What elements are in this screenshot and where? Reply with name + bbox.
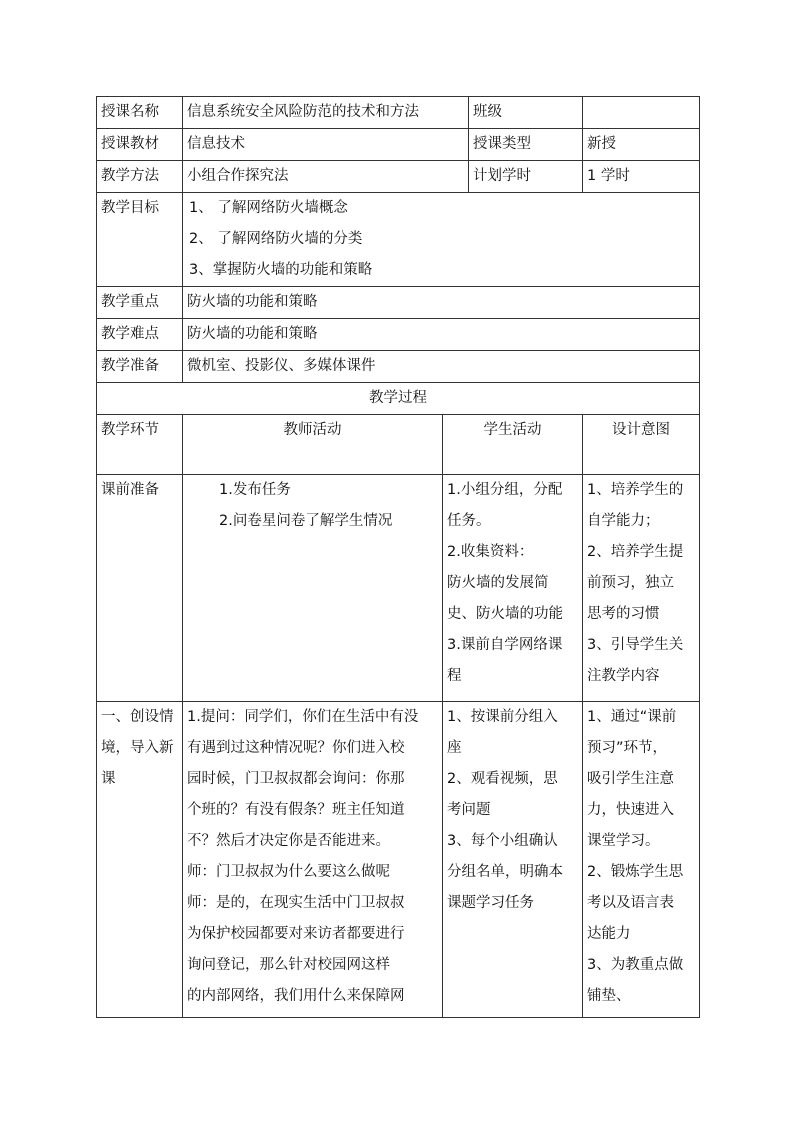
intent-line: 前预习，独立 <box>587 575 674 591</box>
teacher-line: 1.发布任务 <box>219 482 291 498</box>
intent-line: 力，快速进入 <box>587 802 674 818</box>
textbook-label: 授课教材 <box>97 129 183 161</box>
teacher-line: 师：是的，在现实生活中门卫叔叔 <box>187 895 405 911</box>
student-line: 1.小组分组，分配 <box>447 482 563 498</box>
student-line: 程 <box>447 668 462 684</box>
process-row-intro <box>97 702 700 1018</box>
header-stage: 教学环节 <box>97 415 183 475</box>
intent-line: 1、培养学生的 <box>587 482 684 498</box>
student-line: 3.课前自学网络课 <box>447 637 563 653</box>
student-line: 3、每个小组确认 <box>447 833 558 849</box>
teacher-line: 2.问卷星问卷了解学生情况 <box>219 513 393 529</box>
method-label: 教学方法 <box>97 161 183 193</box>
student-line: 任务。 <box>447 513 491 529</box>
goal-item: 2、 了解网络防火墙的分类 <box>189 231 363 247</box>
stage-line: 课 <box>101 771 116 787</box>
intent-line: 课堂学习。 <box>587 833 660 849</box>
class-label: 班级 <box>469 97 583 129</box>
process-title-row <box>97 383 700 415</box>
textbook-row <box>97 129 700 161</box>
intent-line: 3、引导学生关 <box>587 637 684 653</box>
goal-item: 1、 了解网络防火墙概念 <box>189 200 348 216</box>
intent-line: 1、通过“课前 <box>587 709 677 725</box>
teacher-line: 有遇到过这种情况呢？你们进入校 <box>187 740 405 756</box>
student-line: 座 <box>447 740 462 756</box>
teacher-line: 师：门卫叔叔为什么要这么做呢 <box>187 864 390 880</box>
student-line: 2.收集资料： <box>447 544 534 560</box>
difficulty-label: 教学难点 <box>97 319 183 351</box>
teacher-line: 的内部网络，我们用什么来保障网 <box>187 988 405 1004</box>
process-title: 教学过程 <box>97 383 700 415</box>
intent-line: 自学能力； <box>587 513 660 529</box>
intent-line: 思考的习惯 <box>587 606 660 622</box>
process-row-pre-class <box>97 475 700 702</box>
prep-label: 教学准备 <box>97 351 183 383</box>
textbook-value: 信息技术 <box>183 129 469 161</box>
intent-line: 3、为教重点做 <box>587 957 684 973</box>
teacher-line: 询问登记，那么针对校园网这样 <box>187 957 390 973</box>
intent-line: 达能力 <box>587 926 631 942</box>
difficulty-row <box>97 319 700 351</box>
header-intent: 设计意图 <box>583 415 700 475</box>
hours-label: 计划学时 <box>469 161 583 193</box>
method-row <box>97 161 700 193</box>
lesson-plan-table <box>96 96 700 1018</box>
method-value: 小组合作探究法 <box>183 161 469 193</box>
intent-line: 吸引学生注意 <box>587 771 674 787</box>
goals-list <box>183 193 700 287</box>
teacher-activity-cell <box>183 702 443 1018</box>
key-label: 教学重点 <box>97 287 183 319</box>
intent-line: 2、培养学生提 <box>587 544 684 560</box>
class-value <box>583 97 700 129</box>
goals-label: 教学目标 <box>97 193 183 287</box>
key-row <box>97 287 700 319</box>
stage-line: 一、创设情 <box>101 709 174 725</box>
course-name-label: 授课名称 <box>97 97 183 129</box>
student-line: 课题学习任务 <box>447 895 534 911</box>
student-line: 防火墙的发展简 <box>447 575 549 591</box>
intent-line: 铺垫、 <box>587 988 631 1004</box>
stage-cell: 课前准备 <box>97 475 183 702</box>
lesson-type-label: 授课类型 <box>469 129 583 161</box>
student-line: 史、防火墙的功能 <box>447 606 563 622</box>
goal-item: 3、掌握防火墙的功能和策略 <box>189 262 373 278</box>
intent-cell <box>583 702 700 1018</box>
prep-value: 微机室、投影仪、多媒体课件 <box>183 351 700 383</box>
lesson-type-value: 新授 <box>583 129 700 161</box>
intent-line: 注教学内容 <box>587 668 660 684</box>
stage-line: 境，导入新 <box>101 740 174 756</box>
course-name-value: 信息系统安全风险防范的技术和方法 <box>183 97 469 129</box>
prep-row <box>97 351 700 383</box>
course-name-row <box>97 97 700 129</box>
header-teacher: 教师活动 <box>183 415 443 475</box>
intent-line: 2、锻炼学生思 <box>587 864 684 880</box>
teacher-line: 不？然后才决定你是否能进来。 <box>187 833 390 849</box>
intent-line: 考以及语言表 <box>587 895 674 911</box>
intent-cell <box>583 475 700 702</box>
process-header-row <box>97 415 700 475</box>
student-line: 考问题 <box>447 802 491 818</box>
teacher-line: 个班的？有没有假条？班主任知道 <box>187 802 405 818</box>
student-line: 分组名单，明确本 <box>447 864 563 880</box>
goals-row <box>97 193 700 287</box>
teacher-line: 园时候，门卫叔叔都会询问：你那 <box>187 771 405 787</box>
hours-value: 1 学时 <box>583 161 700 193</box>
student-activity-cell <box>443 702 583 1018</box>
intent-line: 预习”环节， <box>587 740 668 756</box>
student-line: 1、按课前分组入 <box>447 709 558 725</box>
teacher-activity-cell <box>183 475 443 702</box>
teacher-line: 为保护校园都要对来访者都要进行 <box>187 926 405 942</box>
key-value: 防火墙的功能和策略 <box>183 287 700 319</box>
teacher-line: 1.提问：同学们，你们在生活中有没 <box>187 709 419 725</box>
student-line: 2、观看视频，思 <box>447 771 558 787</box>
stage-cell <box>97 702 183 1018</box>
student-activity-cell <box>443 475 583 702</box>
difficulty-value: 防火墙的功能和策略 <box>183 319 700 351</box>
header-student: 学生活动 <box>443 415 583 475</box>
